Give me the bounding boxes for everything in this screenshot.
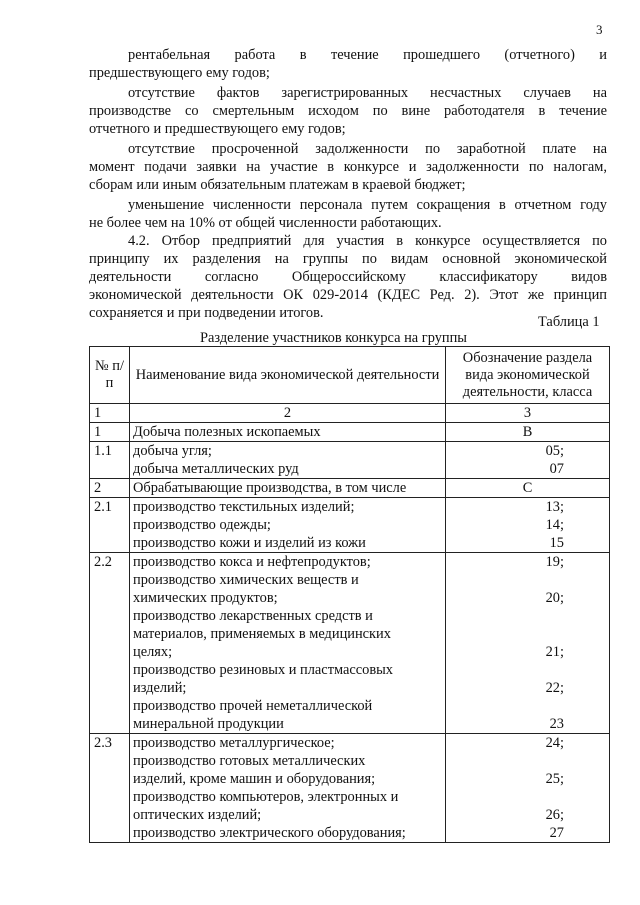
row-code: [446, 423, 610, 442]
row-number: 2.2: [90, 553, 130, 734]
code-line: 07: [549, 461, 564, 477]
code-line: 20;: [545, 590, 564, 606]
table-header-row: [90, 347, 610, 404]
row-number: 2.3: [90, 734, 130, 843]
row-activity: [130, 423, 446, 442]
row-activity: [130, 498, 446, 553]
code-line: 22;: [545, 680, 564, 696]
code-line: C: [522, 480, 533, 496]
row-activity: [130, 479, 446, 498]
activity-line: производство резиновых и пластмассовых: [133, 662, 394, 678]
activity-line: изделий;: [133, 680, 187, 696]
code-line: 25;: [545, 771, 564, 787]
code-line: 26;: [545, 807, 564, 823]
paragraph-line: уменьшение численности персонала путем сокращения в отчетном году: [128, 197, 607, 213]
activity-line: оптических изделий;: [133, 807, 262, 823]
paragraph-line: момент подачи заявки на участие в конкурсе и задолженности по налогам,: [89, 159, 607, 175]
code-line: [449, 661, 606, 679]
code-line: [449, 607, 606, 625]
row-code: [446, 734, 610, 843]
row-activity: [130, 442, 446, 479]
column-number: 2: [130, 404, 446, 423]
row-number: 1: [90, 423, 130, 442]
paragraph-line: рентабельная работа в течение прошедшего (отчетного) и: [128, 47, 607, 63]
activity-line: производство прочей неметаллической: [133, 698, 373, 714]
paragraph-line: деятельности согласно Общероссийскому классификатору видов: [89, 269, 607, 285]
activity-line: производство лекарственных средств и: [133, 608, 373, 624]
groups-table: [89, 346, 610, 843]
code-line: [449, 571, 606, 589]
paragraph-line: принципу их разделения на группы по видам основной экономической: [89, 251, 607, 267]
table-row: [90, 734, 610, 843]
row-activity: [130, 553, 446, 734]
paragraph-line: сборам или иным обязательным платежам в краевой бюджет;: [89, 177, 466, 193]
code-line: B: [522, 424, 533, 440]
code-line: 15: [549, 535, 564, 551]
activity-line: производство текстильных изделий;: [133, 499, 355, 515]
activity-line: производство кокса и нефтепродуктов;: [133, 554, 371, 570]
code-line: [449, 697, 606, 715]
activity-line: Обрабатывающие производства, в том числе: [133, 480, 407, 496]
activity-line: Добыча полезных ископаемых: [133, 424, 321, 440]
table-column-numbers-row: [90, 404, 610, 423]
table-row: [90, 479, 610, 498]
activity-line: производство компьютеров, электронных и: [133, 789, 399, 805]
paragraph-line: отчетного и предшествующего ему годов;: [89, 121, 346, 137]
row-code: [446, 479, 610, 498]
row-code: [446, 498, 610, 553]
row-code: [446, 442, 610, 479]
code-line: 19;: [545, 554, 564, 570]
activity-line: материалов, применяемых в медицинских: [133, 626, 391, 642]
paragraph-line: производстве со смертельным исходом по вине работодателя в течение: [89, 103, 607, 119]
row-number: 2.1: [90, 498, 130, 553]
code-line: 14;: [545, 517, 564, 533]
paragraph-line: экономической деятельности ОК 029-2014 (КДЕС Ред. 2). Этот же принцип: [89, 287, 607, 303]
code-line: 05;: [545, 443, 564, 459]
table-row: [90, 423, 610, 442]
column-number: 1: [90, 404, 130, 423]
code-line: [449, 625, 606, 643]
table-row: [90, 442, 610, 479]
code-line: [449, 788, 606, 806]
activity-line: производство металлургическое;: [133, 735, 335, 751]
header-code: Обозначение раздела вида экономической деятельности, класса: [446, 347, 610, 404]
activity-line: производство готовых металлических: [133, 753, 366, 769]
paragraph-line: предшествующего ему годов;: [89, 65, 270, 81]
row-number: 1.1: [90, 442, 130, 479]
row-code: [446, 553, 610, 734]
activity-line: химических продуктов;: [133, 590, 278, 606]
table-label: Таблица 1: [538, 314, 600, 330]
table-title: Разделение участников конкурса на группы: [200, 330, 467, 346]
activity-line: производство кожи и изделий из кожи: [133, 535, 366, 551]
table-row: [90, 553, 610, 734]
column-number: 3: [446, 404, 610, 423]
paragraph-line: отсутствие просроченной задолженности по заработной плате на: [128, 141, 607, 157]
code-line: 13;: [545, 499, 564, 515]
activity-line: добыча угля;: [133, 443, 212, 459]
row-number: 2: [90, 479, 130, 498]
header-number: № п/п: [90, 347, 130, 404]
code-line: 24;: [545, 735, 564, 751]
paragraph-line: 4.2. Отбор предприятий для участия в конкурсе осуществляется по: [128, 233, 607, 249]
code-line: 23: [549, 716, 564, 732]
activity-line: изделий, кроме машин и оборудования;: [133, 771, 376, 787]
activity-line: целях;: [133, 644, 173, 660]
page-number: 3: [596, 22, 603, 37]
code-line: 27: [549, 825, 564, 841]
paragraph-line: отсутствие фактов зарегистрированных несчастных случаев на: [128, 85, 607, 101]
header-activity: Наименование вида экономической деятельности: [130, 347, 446, 404]
code-line: 21;: [545, 644, 564, 660]
activity-line: производство одежды;: [133, 517, 271, 533]
code-line: [449, 752, 606, 770]
paragraph-line: сохраняется и при подведении итогов.: [89, 305, 324, 321]
activity-line: минеральной продукции: [133, 716, 284, 732]
activity-line: производство электрического оборудования;: [133, 825, 406, 841]
row-activity: [130, 734, 446, 843]
activity-line: добыча металлических руд: [133, 461, 299, 477]
activity-line: производство химических веществ и: [133, 572, 359, 588]
paragraph-line: не более чем на 10% от общей численности работающих.: [89, 215, 442, 231]
table-row: [90, 498, 610, 553]
